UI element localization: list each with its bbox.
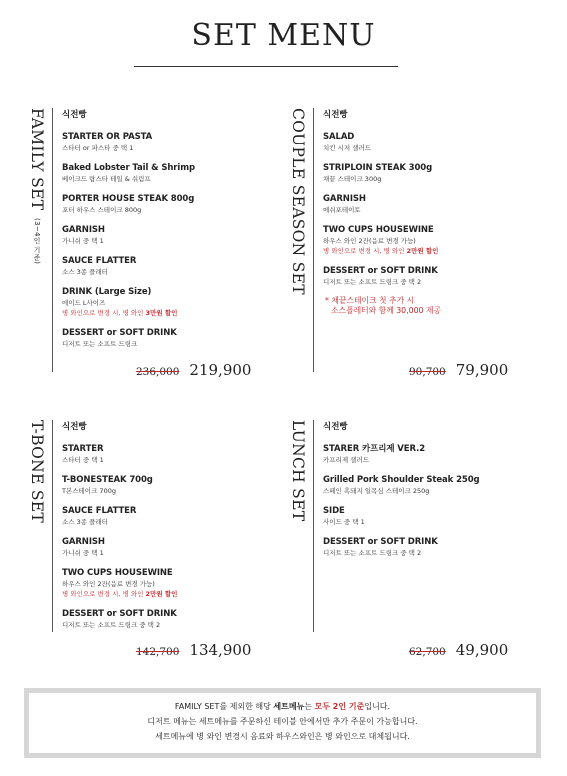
notice-line-3: 세트메뉴에 병 와인 변경시 음료와 하우스와인은 병 와인으로 대체됩니다. <box>155 732 410 741</box>
menu-item-name: DRINK (Large Size) <box>62 287 152 297</box>
menu-item <box>62 505 262 527</box>
couple-season-set-section <box>289 108 529 388</box>
menu-item-note: 병 와인으로 변경 시, 병 와인 2만원 할인 <box>62 590 178 598</box>
sale-price: 134,900 <box>189 641 252 659</box>
menu-item-description: T본스테이크 700g <box>62 487 116 495</box>
menu-item-name: DESSERT or SOFT DRINK <box>323 537 438 547</box>
menu-item-description: 하우스 와인 2잔(음료 변경 가능) <box>323 237 416 245</box>
section-divider <box>313 108 314 372</box>
sale-price: 49,900 <box>455 641 509 659</box>
menu-item-description: 소스 3종 플래터 <box>62 518 108 526</box>
lunch-set-items <box>323 420 523 567</box>
menu-item <box>62 255 262 277</box>
menu-item-name: STARER 카프리제 VER.2 <box>323 444 426 454</box>
couple-season-set-price <box>409 360 508 379</box>
menu-item-description: 카프리제 샐러드 <box>323 456 370 464</box>
menu-item-name: STARTER OR PASTA <box>62 132 153 142</box>
menu-item-description: 스타터 중 택 1 <box>62 456 104 464</box>
menu-item-note: 병 와인으로 변경 시, 병 와인 3만원 할인 <box>62 309 178 317</box>
menu-item-name: STARTER <box>62 444 104 454</box>
menu-item <box>323 224 523 256</box>
menu-item-name: GARNISH <box>62 225 105 235</box>
old-price: 142,700 <box>136 646 180 658</box>
menu-item-description: 스타터 or 파스타 중 택 1 <box>62 144 134 152</box>
old-price: 62,700 <box>409 646 446 658</box>
menu-item-name: T-BONESTEAK 700g <box>62 475 153 485</box>
menu-item-name: DESSERT or SOFT DRINK <box>323 266 438 276</box>
menu-item <box>62 286 262 318</box>
menu-item <box>62 224 262 246</box>
menu-item-description: 가니쉬 중 택 1 <box>62 237 104 245</box>
menu-item-description: 가니쉬 중 택 1 <box>62 549 104 557</box>
menu-item-name: TWO CUPS HOUSEWINE <box>323 225 434 235</box>
menu-item-description: 치킨 시저 샐러드 <box>323 144 372 152</box>
lunch-set-section <box>289 420 529 670</box>
menu-item-name: DESSERT or SOFT DRINK <box>62 609 177 619</box>
menu-item-name: PORTER HOUSE STEAK 800g <box>62 194 195 204</box>
section-divider <box>313 420 314 632</box>
notice-line-1: FAMILY SET를 제외한 해당 세트메뉴는 모두 2인 기준입니다. <box>174 702 391 711</box>
footnote: * 채끝스테이크 첫 추가 시 소스플레터와 함께 30,000 제공 <box>325 296 442 315</box>
menu-item <box>62 608 262 630</box>
title-divider <box>134 66 398 67</box>
menu-item-name: Grilled Pork Shoulder Steak 250g <box>323 475 480 485</box>
bread-label: 식전빵 <box>62 422 87 432</box>
menu-item <box>323 131 523 153</box>
couple-season-set-items <box>323 108 523 316</box>
menu-item-description: 베이크드 랍스타 테일 & 쉬림프 <box>62 175 151 183</box>
old-price: 90,700 <box>409 366 446 378</box>
section-divider <box>52 108 53 372</box>
section-divider <box>52 420 53 632</box>
menu-item-description: 스페인 흑돼지 일목심 스테이크 250g <box>323 487 430 495</box>
menu-item-description: 디저트 또는 소프트 드링크 <box>62 340 138 348</box>
menu-item-description: 메쉬포테이토 <box>323 206 361 214</box>
menu-item-name: SALAD <box>323 132 355 142</box>
menu-item <box>323 536 523 558</box>
sale-price: 219,900 <box>189 361 252 379</box>
old-price: 236,000 <box>136 366 180 378</box>
menu-item-description: 디저트 또는 소프트 드링크 중 택 2 <box>323 549 422 557</box>
menu-item-name: SAUCE FLATTER <box>62 256 137 266</box>
menu-item-description: 디저트 또는 소프트 드링크 중 택 2 <box>62 621 161 629</box>
menu-item-name: DESSERT or SOFT DRINK <box>62 328 177 338</box>
menu-item <box>323 474 523 496</box>
menu-item-name: TWO CUPS HOUSEWINE <box>62 568 173 578</box>
page-title: SET MENU <box>191 18 376 53</box>
menu-item-name: SAUCE FLATTER <box>62 506 137 516</box>
menu-item-note: 병 와인으로 변경 시, 병 와인 2만원 할인 <box>323 247 439 255</box>
menu-item-name: SIDE <box>323 506 345 516</box>
menu-item <box>62 193 262 215</box>
notice-line-2: 디저트 메뉴는 세트메뉴를 주문하신 테이블 안에서만 추가 주문이 가능합니다. <box>147 717 418 726</box>
menu-item-name: GARNISH <box>62 537 105 547</box>
notice-box <box>24 688 541 758</box>
menu-item-description: 채끝 스테이크 300g <box>323 175 382 183</box>
menu-item <box>62 162 262 184</box>
bread-label: 식전빵 <box>62 110 87 120</box>
family-set-subtitle: (3~4인 기준) <box>33 218 41 265</box>
t-bone-set-price <box>136 640 251 659</box>
menu-item <box>62 443 262 465</box>
menu-item <box>62 131 262 153</box>
menu-item-name: Baked Lobster Tail & Shrimp <box>62 163 195 173</box>
menu-item <box>62 536 262 558</box>
menu-item-description: 에이드 L사이즈 <box>62 299 106 307</box>
menu-item <box>323 162 523 184</box>
menu-item <box>323 193 523 215</box>
couple-season-set-title: COUPLE SEASON SET <box>289 108 307 295</box>
menu-item <box>323 265 523 287</box>
sale-price: 79,900 <box>455 361 509 379</box>
menu-item <box>62 327 262 349</box>
family-set-title: FAMILY SET(3~4인 기준) <box>28 108 46 265</box>
lunch-set-price <box>409 640 508 659</box>
family-set-items <box>62 108 262 358</box>
t-bone-set-title: T-BONE SET <box>28 420 46 524</box>
notice-text <box>29 693 536 753</box>
family-set-section <box>28 108 268 388</box>
bread-label: 식전빵 <box>323 422 348 432</box>
t-bone-set-items <box>62 420 262 639</box>
family-set-price <box>136 360 251 379</box>
menu-item-name: GARNISH <box>323 194 366 204</box>
menu-item-description: 포터 하우스 스테이크 800g <box>62 206 142 214</box>
t-bone-set-section <box>28 420 268 670</box>
menu-item <box>62 567 262 599</box>
bread-label: 식전빵 <box>323 110 348 120</box>
menu-item <box>323 443 523 465</box>
menu-item-name: STRIPLOIN STEAK 300g <box>323 163 433 173</box>
menu-item <box>62 474 262 496</box>
menu-item-description: 하우스 와인 2잔(음료 변경 가능) <box>62 580 155 588</box>
menu-item <box>323 505 523 527</box>
menu-item-description: 사이드 중 택 1 <box>323 518 365 526</box>
menu-item-description: 디저트 또는 소프트 드링크 중 택 2 <box>323 278 422 286</box>
lunch-set-title: LUNCH SET <box>289 420 307 522</box>
menu-item-description: 소스 3종 플래터 <box>62 268 108 276</box>
